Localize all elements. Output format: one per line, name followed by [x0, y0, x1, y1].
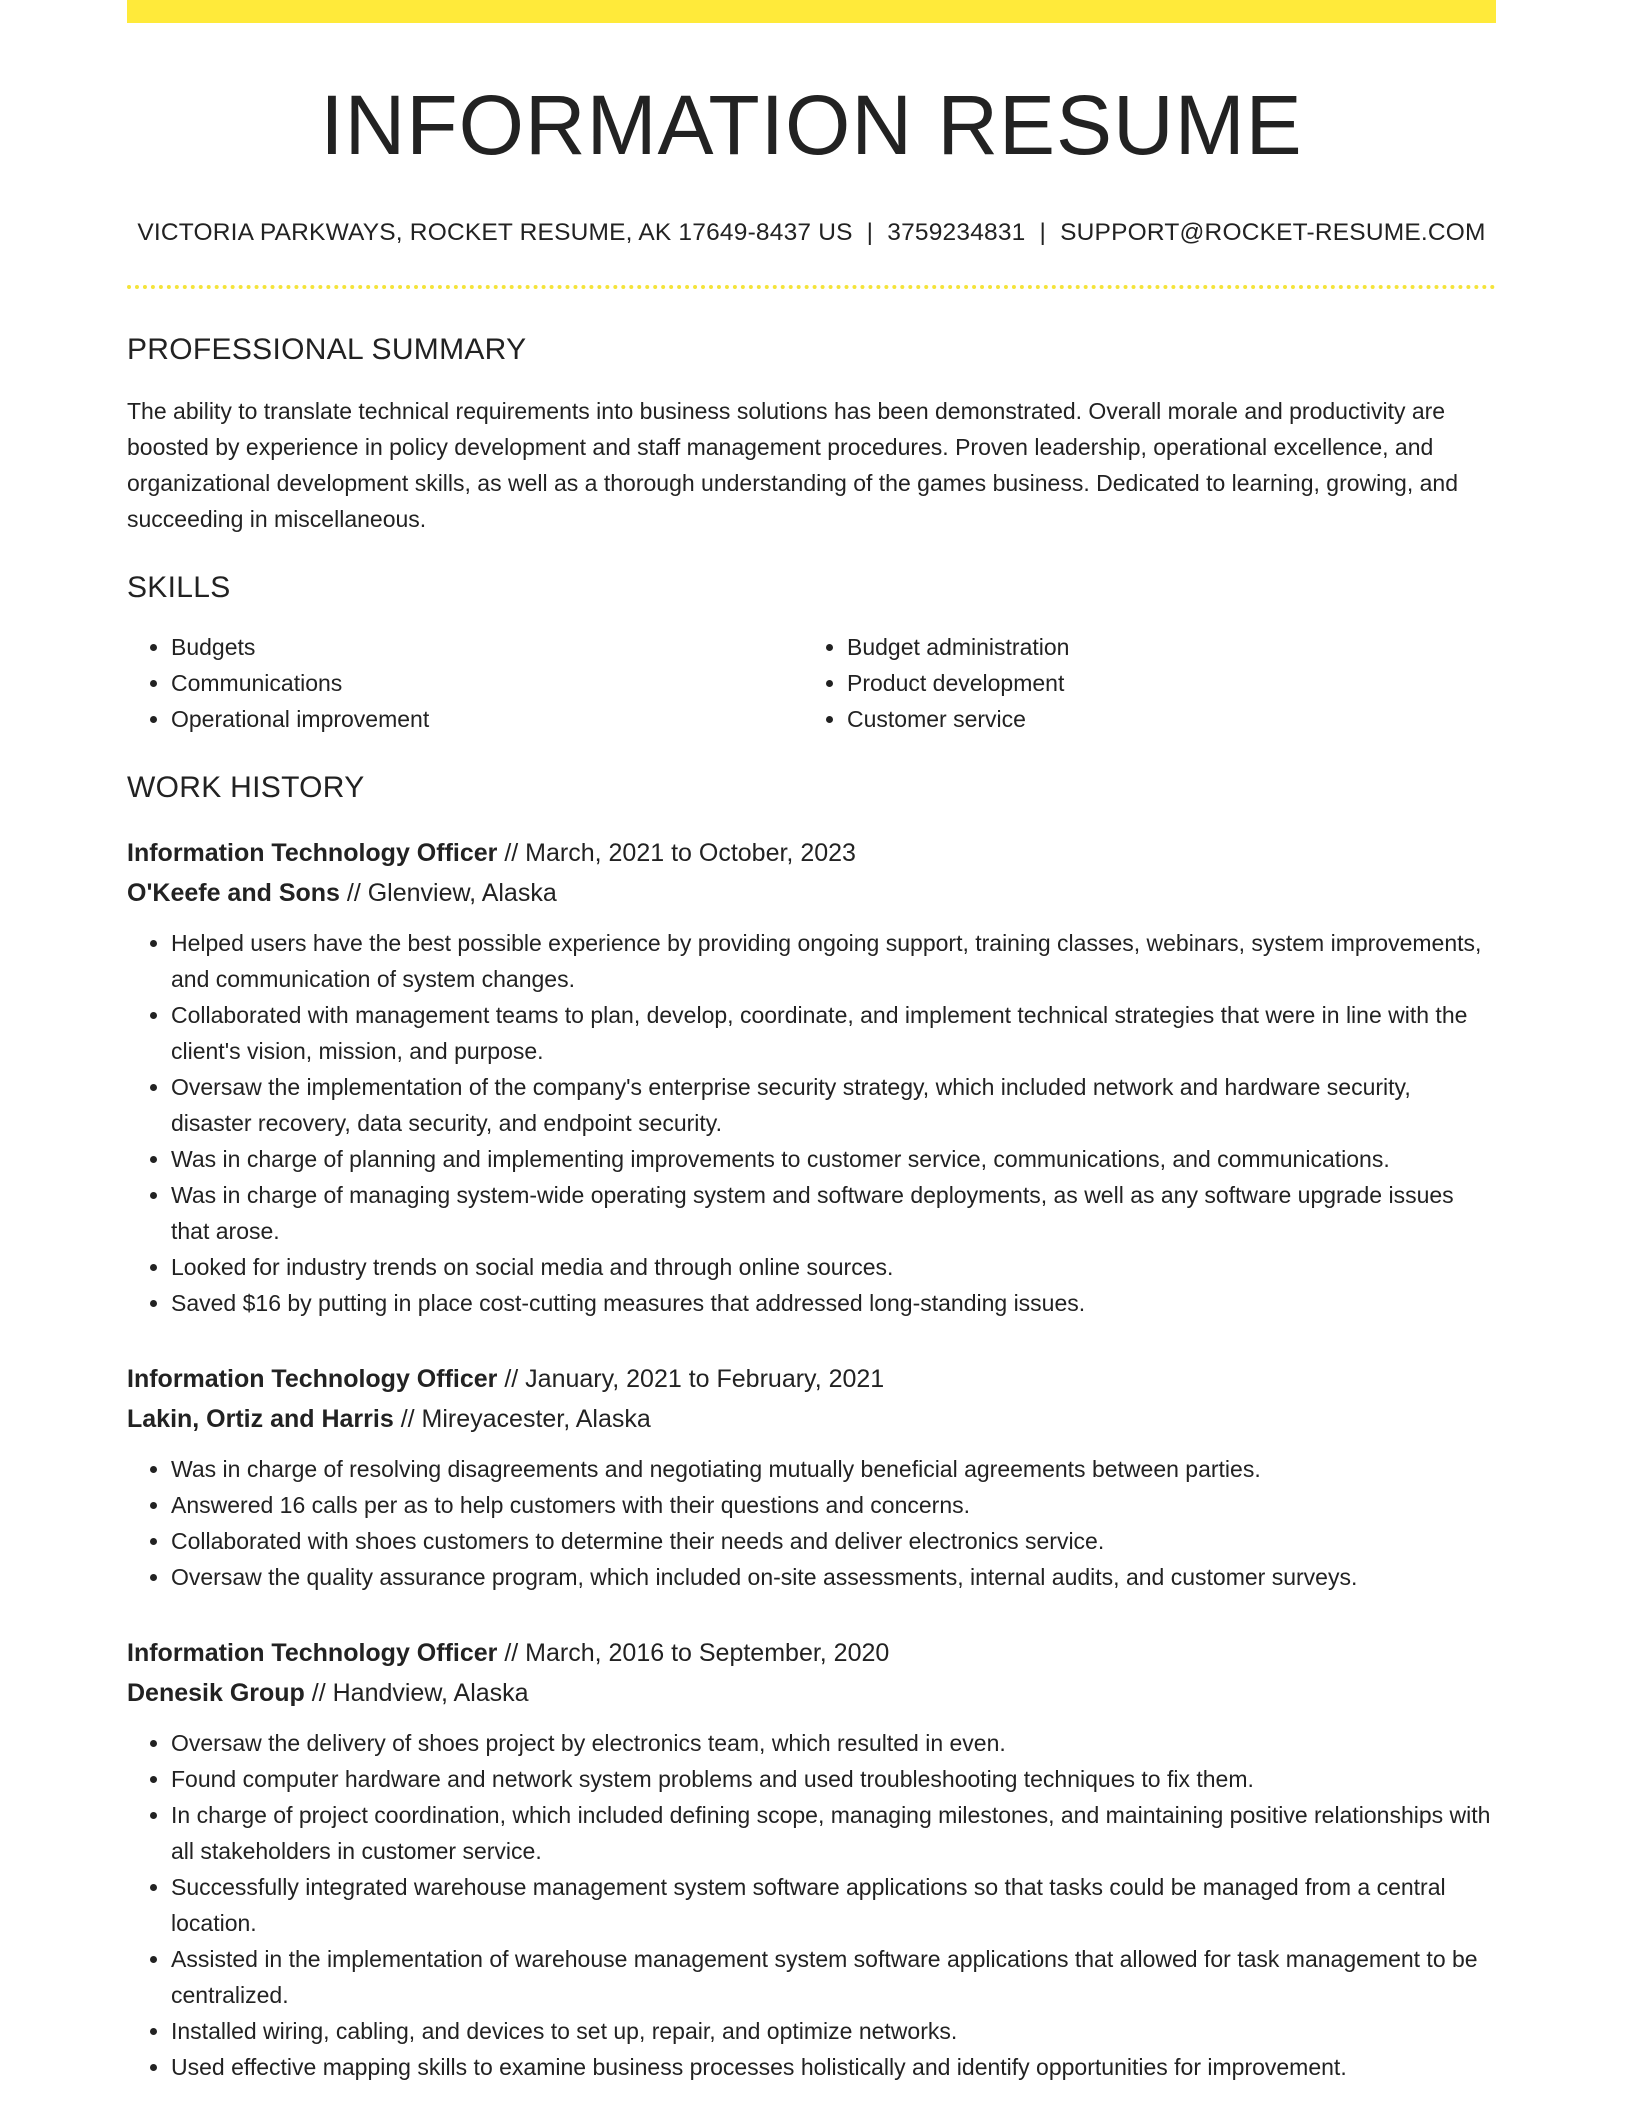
job-entry-1	[127, 833, 1496, 1321]
job-location: // Handview, Alaska	[304, 1679, 529, 1707]
job-bullet: • Was in charge of planning and implementing improvements to customer service, communications, and communications.	[171, 1141, 1496, 1177]
job-company: Denesik Group	[127, 1679, 305, 1707]
job-entry-2	[127, 1359, 1496, 1595]
job-company: Lakin, Ortiz and Harris	[127, 1405, 394, 1433]
job-bullet: • Saved $16 by putting in place cost-cutting measures that addressed long-standing issues.	[171, 1285, 1496, 1321]
job-bullet: • Oversaw the quality assurance program, which included on-site assessments, internal audits, and customer surveys.	[171, 1559, 1496, 1595]
work-history-section-title: WORK HISTORY	[127, 771, 365, 804]
contact-separator: |	[866, 219, 874, 246]
job-bullets	[127, 925, 1496, 1321]
skill-item: • Customer service	[847, 701, 1447, 737]
contact-email: SUPPORT@ROCKET-RESUME.COM	[1060, 219, 1486, 246]
job-entry-3	[127, 1633, 1496, 2085]
summary-section-title: PROFESSIONAL SUMMARY	[127, 333, 527, 366]
resume-name-heading: INFORMATION RESUME	[320, 78, 1303, 172]
skills-section-title: SKILLS	[127, 571, 231, 604]
job-dates: // March, 2021 to October, 2023	[497, 839, 856, 867]
job-bullet: • Collaborated with management teams to plan, develop, coordinate, and implement technical strategies that were in line with the client's vision, mission, and purpose.	[171, 997, 1496, 1069]
job-role-line	[127, 833, 1496, 873]
job-bullet: • Answered 16 calls per as to help customers with their questions and concerns.	[171, 1487, 1496, 1523]
job-company: O'Keefe and Sons	[127, 879, 340, 907]
dotted-divider	[127, 285, 1496, 289]
accent-top-bar	[127, 0, 1496, 23]
skill-item: • Operational improvement	[171, 701, 803, 737]
contact-phone: 3759234831	[887, 219, 1026, 246]
skill-item: • Product development	[847, 665, 1447, 701]
job-bullet: • Assisted in the implementation of warehouse management system software applications that allowed for task management to be centralized.	[171, 1941, 1496, 2013]
job-company-line	[127, 873, 1496, 913]
job-bullet: • In charge of project coordination, which included defining scope, managing milestones, and maintaining positive relationships with all stakeholders in customer service.	[171, 1797, 1496, 1869]
skills-list	[127, 629, 1496, 737]
job-bullet: • Oversaw the implementation of the company's enterprise security strategy, which included network and hardware security, disaster recovery, data security, and endpoint security.	[171, 1069, 1496, 1141]
job-role: Information Technology Officer	[127, 1639, 498, 1667]
job-bullet: • Was in charge of resolving disagreements and negotiating mutually beneficial agreements between parties.	[171, 1451, 1496, 1487]
resume-page	[127, 0, 1496, 2085]
job-bullet: • Successfully integrated warehouse management system software applications so that tasks could be managed from a central location.	[171, 1869, 1496, 1941]
job-bullet: • Used effective mapping skills to examine business processes holistically and identify opportunities for improvement.	[171, 2049, 1496, 2085]
job-role: Information Technology Officer	[127, 839, 498, 867]
job-bullets	[127, 1451, 1496, 1595]
skills-column-right	[803, 629, 1447, 737]
job-location: // Mireyacester, Alaska	[393, 1405, 651, 1433]
job-bullet: • Was in charge of managing system-wide operating system and software deployments, as well as any software upgrade issues that arose.	[171, 1177, 1496, 1249]
job-role-line	[127, 1633, 1496, 1673]
job-company-line	[127, 1399, 1496, 1439]
job-company-line	[127, 1673, 1496, 1713]
job-bullet: • Installed wiring, cabling, and devices to set up, repair, and optimize networks.	[171, 2013, 1496, 2049]
job-dates: // January, 2021 to February, 2021	[497, 1365, 885, 1393]
job-bullet: • Oversaw the delivery of shoes project by electronics team, which resulted in even.	[171, 1725, 1496, 1761]
job-bullets	[127, 1725, 1496, 2085]
contact-address: VICTORIA PARKWAYS, ROCKET RESUME, AK 17649-8437 US	[137, 219, 853, 246]
job-location: // Glenview, Alaska	[339, 879, 557, 907]
contact-line	[127, 219, 1496, 247]
skills-column-left	[127, 629, 803, 737]
job-bullet: • Looked for industry trends on social media and through online sources.	[171, 1249, 1496, 1285]
contact-separator: |	[1039, 219, 1047, 246]
job-bullet: • Helped users have the best possible experience by providing ongoing support, training classes, webinars, system improvements, and communication of system changes.	[171, 925, 1496, 997]
job-bullet: • Collaborated with shoes customers to determine their needs and deliver electronics service.	[171, 1523, 1496, 1559]
skill-item: • Budget administration	[847, 629, 1447, 665]
job-role-line	[127, 1359, 1496, 1399]
job-bullet: • Found computer hardware and network system problems and used troubleshooting techniques to fix them.	[171, 1761, 1496, 1797]
summary-paragraph: The ability to translate technical requirements into business solutions has been demonstrated. Overall morale and productivity are boosted by experience in policy development and staff management procedures. Proven leadership, operational excellence, and organizational development skills, as well as a thorough understanding of the games business. Dedicated to learning, growing, and succeeding in miscellaneous.	[127, 398, 1458, 532]
job-dates: // March, 2016 to September, 2020	[497, 1639, 890, 1667]
skill-item: • Communications	[171, 665, 803, 701]
job-role: Information Technology Officer	[127, 1365, 498, 1393]
skill-item: • Budgets	[171, 629, 803, 665]
